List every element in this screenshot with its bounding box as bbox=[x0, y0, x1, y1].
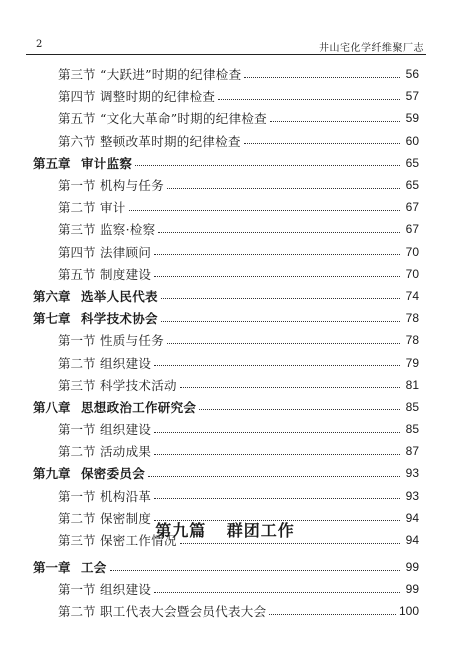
toc-section-entry bbox=[0, 351, 450, 373]
toc-chapter-entry bbox=[0, 285, 450, 307]
toc-chapter-entry bbox=[0, 556, 450, 578]
toc-list bbox=[0, 63, 450, 551]
toc-section-entry bbox=[0, 440, 450, 462]
entry-title: “文化大革命”时期的纪律检查 bbox=[100, 111, 267, 127]
entry-number: 第八章 bbox=[33, 399, 71, 415]
entry-page: 60 bbox=[405, 133, 419, 148]
entry-number: 第四节 bbox=[58, 244, 96, 260]
toc-section-entry bbox=[0, 85, 450, 107]
toc-section-entry bbox=[0, 485, 450, 507]
toc-chapter-entry bbox=[0, 462, 450, 484]
toc-section-entry bbox=[0, 263, 450, 285]
toc-section-entry bbox=[0, 374, 450, 396]
dot-leader bbox=[154, 432, 400, 433]
part-title: 群团工作 bbox=[226, 521, 295, 540]
entry-number: 第五章 bbox=[33, 155, 71, 171]
entry-number: 第二节 bbox=[58, 200, 96, 216]
entry-page: 74 bbox=[405, 288, 419, 303]
entry-number: 第三节 bbox=[58, 222, 96, 238]
toc-section-entry bbox=[0, 418, 450, 440]
entry-page: 56 bbox=[405, 67, 419, 82]
toc-list-2 bbox=[0, 556, 450, 623]
entry-page: 100 bbox=[398, 604, 419, 619]
entry-page: 59 bbox=[405, 111, 419, 126]
toc-section-entry bbox=[0, 329, 450, 351]
dot-leader bbox=[129, 210, 400, 211]
toc-chapter-entry bbox=[0, 152, 450, 174]
entry-page: 70 bbox=[405, 266, 419, 281]
toc-section-entry bbox=[0, 130, 450, 152]
entry-title: 思想政治工作研究会 bbox=[81, 399, 197, 415]
entry-page: 57 bbox=[405, 89, 419, 104]
entry-title: 选举人民代表 bbox=[81, 288, 158, 304]
entry-title: 机构沿革 bbox=[100, 488, 152, 504]
dot-leader bbox=[154, 276, 400, 277]
entry-title: 组织建设 bbox=[100, 582, 152, 598]
toc-section-entry bbox=[0, 600, 450, 622]
entry-page: 99 bbox=[405, 582, 419, 597]
entry-page: 94 bbox=[405, 510, 419, 525]
entry-title: 监察·检察 bbox=[100, 222, 156, 238]
dot-leader bbox=[244, 143, 400, 144]
toc-section-entry bbox=[0, 174, 450, 196]
toc-section-entry bbox=[0, 196, 450, 218]
toc-chapter-entry bbox=[0, 307, 450, 329]
entry-title: 整顿改革时期的纪律检查 bbox=[100, 133, 241, 149]
entry-title: 审计监察 bbox=[81, 155, 133, 171]
dot-leader bbox=[154, 498, 400, 499]
entry-page: 78 bbox=[405, 333, 419, 348]
entry-number: 第三节 bbox=[58, 377, 96, 393]
dot-leader bbox=[218, 99, 400, 100]
dot-leader bbox=[110, 570, 400, 571]
dot-leader bbox=[180, 543, 400, 544]
entry-title: 性质与任务 bbox=[100, 333, 165, 349]
entry-page: 99 bbox=[405, 560, 419, 575]
entry-title: 保密制度 bbox=[100, 510, 152, 526]
entry-page: 65 bbox=[405, 178, 419, 193]
entry-page: 93 bbox=[405, 466, 419, 481]
part-number: 第九篇 bbox=[155, 521, 207, 540]
entry-number: 第七章 bbox=[33, 311, 71, 327]
entry-number: 第四节 bbox=[58, 89, 96, 105]
entry-number: 第五节 bbox=[58, 111, 96, 127]
entry-page: 78 bbox=[405, 311, 419, 326]
entry-number: 第二节 bbox=[58, 510, 96, 526]
entry-number: 第二节 bbox=[58, 444, 96, 460]
entry-number: 第一节 bbox=[58, 333, 96, 349]
entry-page: 67 bbox=[405, 222, 419, 237]
toc-section-entry bbox=[0, 578, 450, 600]
dot-leader bbox=[167, 343, 400, 344]
entry-number: 第六节 bbox=[58, 133, 96, 149]
dot-leader bbox=[154, 254, 400, 255]
dot-leader bbox=[244, 77, 400, 78]
entry-title: 职工代表大会暨会员代表大会 bbox=[100, 604, 267, 620]
entry-title: 审计 bbox=[100, 200, 126, 216]
entry-page: 67 bbox=[405, 200, 419, 215]
entry-number: 第一节 bbox=[58, 422, 96, 438]
entry-title: 工会 bbox=[81, 560, 107, 576]
entry-title: 保密工作情况 bbox=[100, 533, 177, 549]
toc-section-entry bbox=[0, 63, 450, 85]
part-heading bbox=[0, 518, 450, 541]
toc-section-entry bbox=[0, 241, 450, 263]
entry-number: 第一章 bbox=[33, 560, 71, 576]
entry-number: 第一节 bbox=[58, 582, 96, 598]
entry-title: 制度建设 bbox=[100, 266, 152, 282]
entry-title: 科学技术协会 bbox=[81, 311, 158, 327]
entry-number: 第一节 bbox=[58, 178, 96, 194]
dot-leader bbox=[270, 121, 400, 122]
entry-page: 94 bbox=[405, 533, 419, 548]
entry-number: 第九章 bbox=[33, 466, 71, 482]
entry-title: 调整时期的纪律检查 bbox=[100, 89, 216, 105]
entry-page: 85 bbox=[405, 399, 419, 414]
dot-leader bbox=[161, 298, 400, 299]
entry-page: 81 bbox=[405, 377, 419, 392]
entry-page: 85 bbox=[405, 422, 419, 437]
entry-title: 活动成果 bbox=[100, 444, 152, 460]
dot-leader bbox=[135, 165, 400, 166]
entry-number: 第一节 bbox=[58, 488, 96, 504]
entry-number: 第二节 bbox=[58, 355, 96, 371]
dot-leader bbox=[148, 476, 400, 477]
entry-page: 87 bbox=[405, 444, 419, 459]
dot-leader bbox=[158, 232, 400, 233]
entry-number: 第六章 bbox=[33, 288, 71, 304]
dot-leader bbox=[154, 592, 400, 593]
entry-title: 组织建设 bbox=[100, 355, 152, 371]
entry-number: 第三节 bbox=[58, 67, 96, 83]
dot-leader bbox=[161, 321, 400, 322]
running-header bbox=[26, 36, 426, 55]
dot-leader bbox=[154, 365, 400, 366]
toc-section-entry bbox=[0, 107, 450, 129]
dot-leader bbox=[180, 387, 400, 388]
book-title: 井山宅化学纤维聚厂志 bbox=[319, 43, 424, 54]
entry-title: “大跃进”时期的纪律检查 bbox=[100, 67, 242, 83]
dot-leader bbox=[154, 454, 400, 455]
entry-number: 第三节 bbox=[58, 533, 96, 549]
entry-title: 科学技术活动 bbox=[100, 377, 177, 393]
entry-number: 第五节 bbox=[58, 266, 96, 282]
entry-page: 93 bbox=[405, 488, 419, 503]
page-number: 2 bbox=[36, 39, 43, 50]
dot-leader bbox=[199, 409, 400, 410]
entry-page: 65 bbox=[405, 155, 419, 170]
entry-title: 法律顾问 bbox=[100, 244, 152, 260]
entry-page: 79 bbox=[405, 355, 419, 370]
entry-page: 70 bbox=[405, 244, 419, 259]
dot-leader bbox=[269, 614, 396, 615]
entry-title: 机构与任务 bbox=[100, 178, 165, 194]
dot-leader bbox=[167, 188, 400, 189]
entry-title: 保密委员会 bbox=[81, 466, 146, 482]
toc-chapter-entry bbox=[0, 396, 450, 418]
entry-title: 组织建设 bbox=[100, 422, 152, 438]
toc-section-entry bbox=[0, 218, 450, 240]
entry-number: 第二节 bbox=[58, 604, 96, 620]
